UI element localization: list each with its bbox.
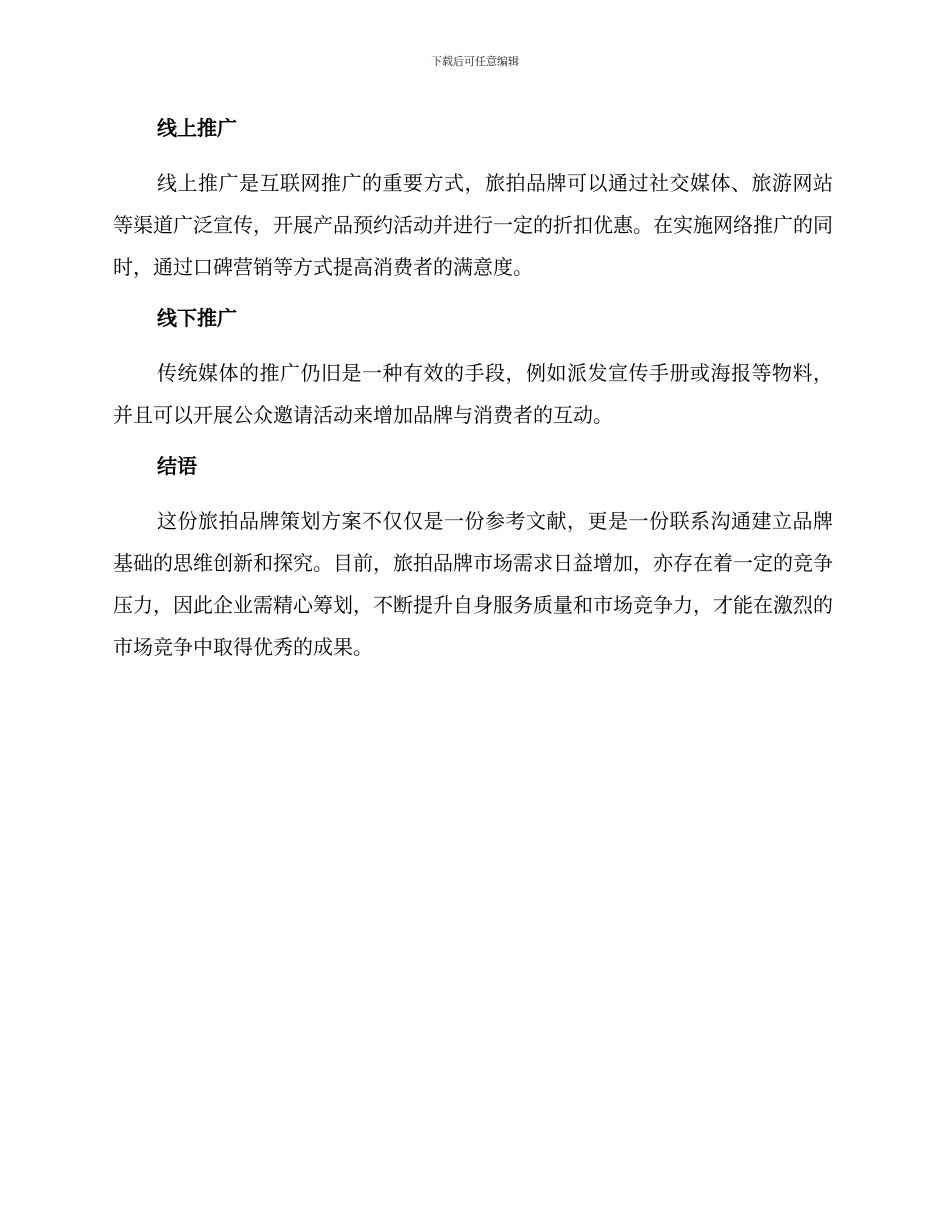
section-heading: 线上推广 [157, 116, 237, 140]
section-online-promotion [113, 108, 833, 288]
section-conclusion [113, 446, 833, 668]
section-heading: 结语 [157, 454, 197, 478]
document-body [113, 108, 833, 678]
section-heading: 线下推广 [157, 306, 237, 330]
section-offline-promotion [113, 298, 833, 436]
section-paragraph: 这份旅拍品牌策划方案不仅仅是一份参考文献，更是一份联系沟通建立品牌基础的思维创新和探究。目前，旅拍品牌市场需求日益增加，亦存在着一定的竞争压力，因此企业需精心筹划，不断提升自身服务质量和市场竞争力，才能在激烈的市场竞争中取得优秀的成果。 [113, 509, 833, 659]
section-paragraph: 传统媒体的推广仍旧是一种有效的手段，例如派发宣传手册或海报等物料，并且可以开展公众邀请活动来增加品牌与消费者的互动。 [113, 361, 833, 427]
section-paragraph: 线上推广是互联网推广的重要方式，旅拍品牌可以通过社交媒体、旅游网站等渠道广泛宣传，开展产品预约活动并进行一定的折扣优惠。在实施网络推广的同时，通过口碑营销等方式提高消费者的满意度。 [113, 171, 833, 279]
page-header: 下载后可任意编辑 [431, 55, 519, 68]
